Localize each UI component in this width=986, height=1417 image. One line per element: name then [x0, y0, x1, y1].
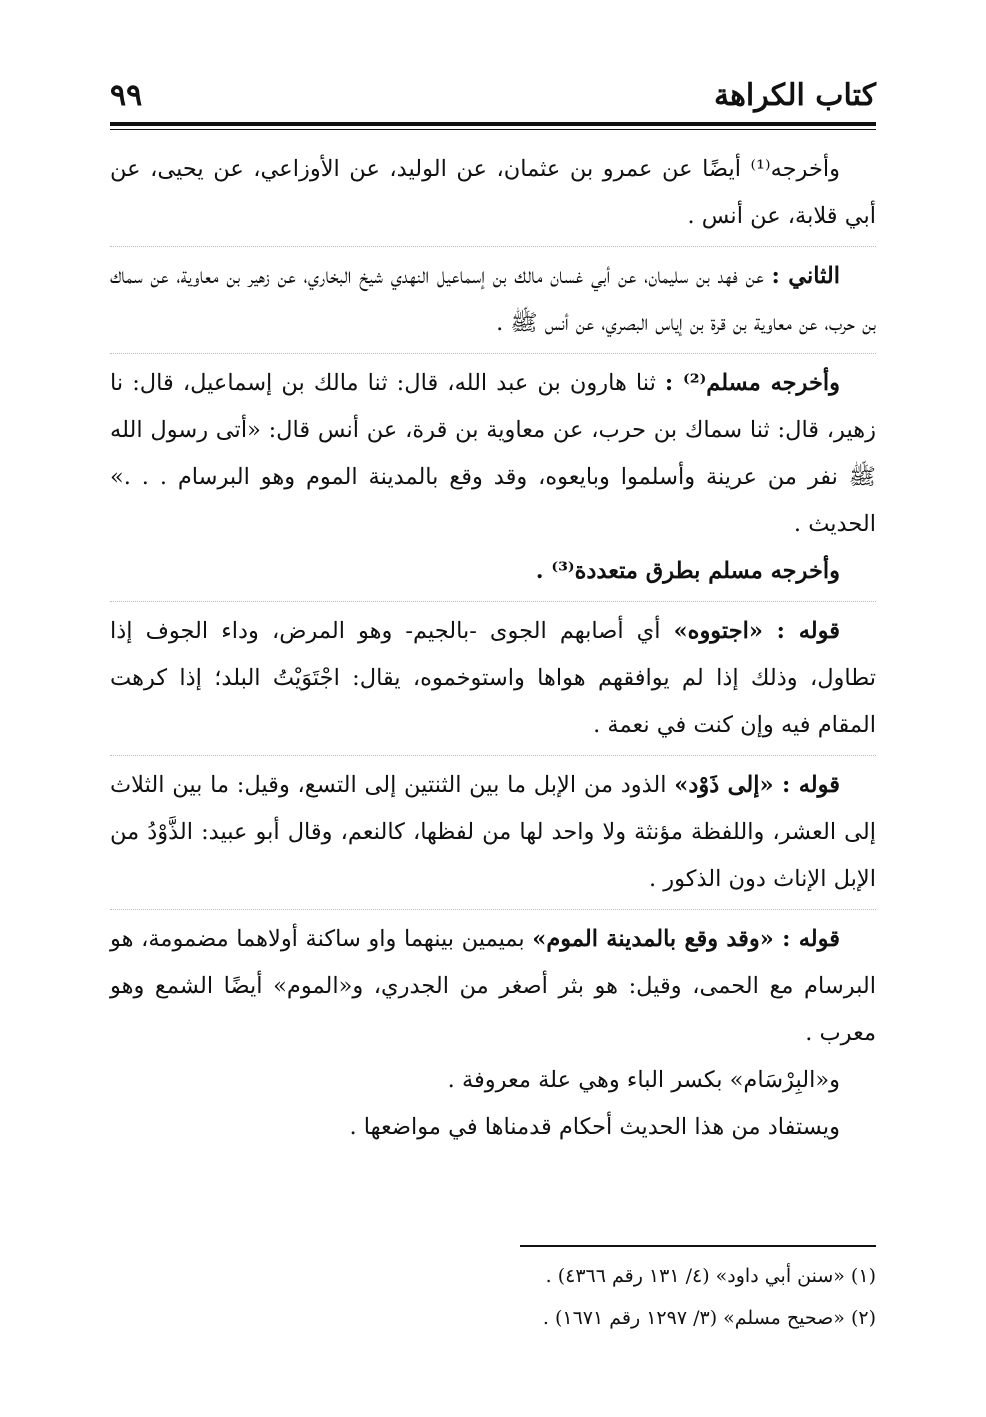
paragraph-lead: قوله : «اجتووه»: [673, 618, 841, 644]
footnotes: [110, 1255, 876, 1339]
paragraph-lead: وأخرجه مسلم⁽²⁾ :: [664, 370, 840, 396]
paragraph-text: وأخرجه⁽¹⁾ أيضًا عن عمرو بن عثمان، عن الوليد، عن الأوزاعي، عن يحيى، عن أبي قلابة، عن أنس .: [110, 156, 876, 229]
paragraph: [110, 1104, 876, 1151]
page-header: [110, 78, 876, 118]
footnote: (٢) «صحيح مسلم» (٣/ ١٢٩٧ رقم ١٦٧١) .: [542, 1307, 876, 1329]
paragraph: [110, 755, 876, 903]
paragraph: [110, 246, 876, 347]
paragraph-lead: الثاني :: [771, 263, 840, 289]
paragraph-lead: قوله : «إلى ذَوْد»: [674, 772, 841, 798]
paragraph-text: الذود من الإبل ما بين الثنتين إلى التسع، وقيل: ما بين الثلاث إلى العشر، واللفظة مؤنثة ولا واحد لها من لفظها، كالنعم، وقال أبو عبيد: الذَّوْدُ من الإبل الإناث دون الذكور .: [110, 772, 876, 892]
footnote-rule: [520, 1245, 876, 1247]
paragraph: [110, 601, 876, 749]
paragraph-text: ويستفاد من هذا الحديث أحكام قدمناها في مواضعها .: [349, 1114, 840, 1140]
paragraph: [110, 353, 876, 548]
paragraph-text: عن فهد بن سليمان، عن أبي غسان مالك بن إسماعيل النهدي شيخ البخاري، عن زهير بن معاوية، عن سماك بن حرب، عن معاوية بن قرة بن إياس البصري، عن أنس ﷺ .: [110, 263, 876, 336]
footnote: (١) «سنن أبي داود» (٤/ ١٣١ رقم ٤٣٦٦) .: [545, 1265, 876, 1287]
body-text: [110, 146, 876, 1151]
header-rule-thin: [110, 129, 876, 130]
paragraph-lead: قوله : «وقد وقع بالمدينة الموم»: [532, 926, 841, 952]
paragraph: [110, 146, 876, 240]
page-number: ٩٩: [110, 78, 143, 113]
paragraph-text: بميمين بينهما واو ساكنة أولاهما مضمومة، هو البرسام مع الحمى، وقيل: هو بثر أصغر من الجدري، و«الموم» أيضًا الشمع وهو معرب .: [110, 926, 876, 1046]
paragraph-text: و«البِرْسَام» بكسر الباء وهي علة معروفة .: [447, 1067, 840, 1093]
paragraph: [110, 909, 876, 1057]
paragraph-text: ثنا هارون بن عبد الله، قال: ثنا مالك بن إسماعيل، قال: نا زهير، قال: ثنا سماك بن حرب، عن معاوية بن قرة، عن أنس قال: «أتى رسول الله ﷺ نفر من عرينة وأسلموا وبايعوه، وقد وقع بالمدينة الموم وهو البرسام . . .» الحديث .: [110, 370, 876, 537]
paragraph: [110, 548, 876, 595]
paragraph-lead: وأخرجه مسلم بطرق متعددة⁽³⁾ .: [535, 558, 840, 584]
paragraph-text: أي أصابهم الجوى -بالجيم- وهو المرض، وداء الجوف إذا تطاول، وذلك إذا لم يوافقهم هواها واستوخموه، يقال: اجْتَوَيْتُ البلد؛ إذا كرهت المقام فيه وإن كنت في نعمة .: [110, 618, 876, 738]
running-title: كتاب الكراهة: [714, 78, 876, 113]
paragraph: [110, 1057, 876, 1104]
header-rule-thick: [110, 122, 876, 126]
